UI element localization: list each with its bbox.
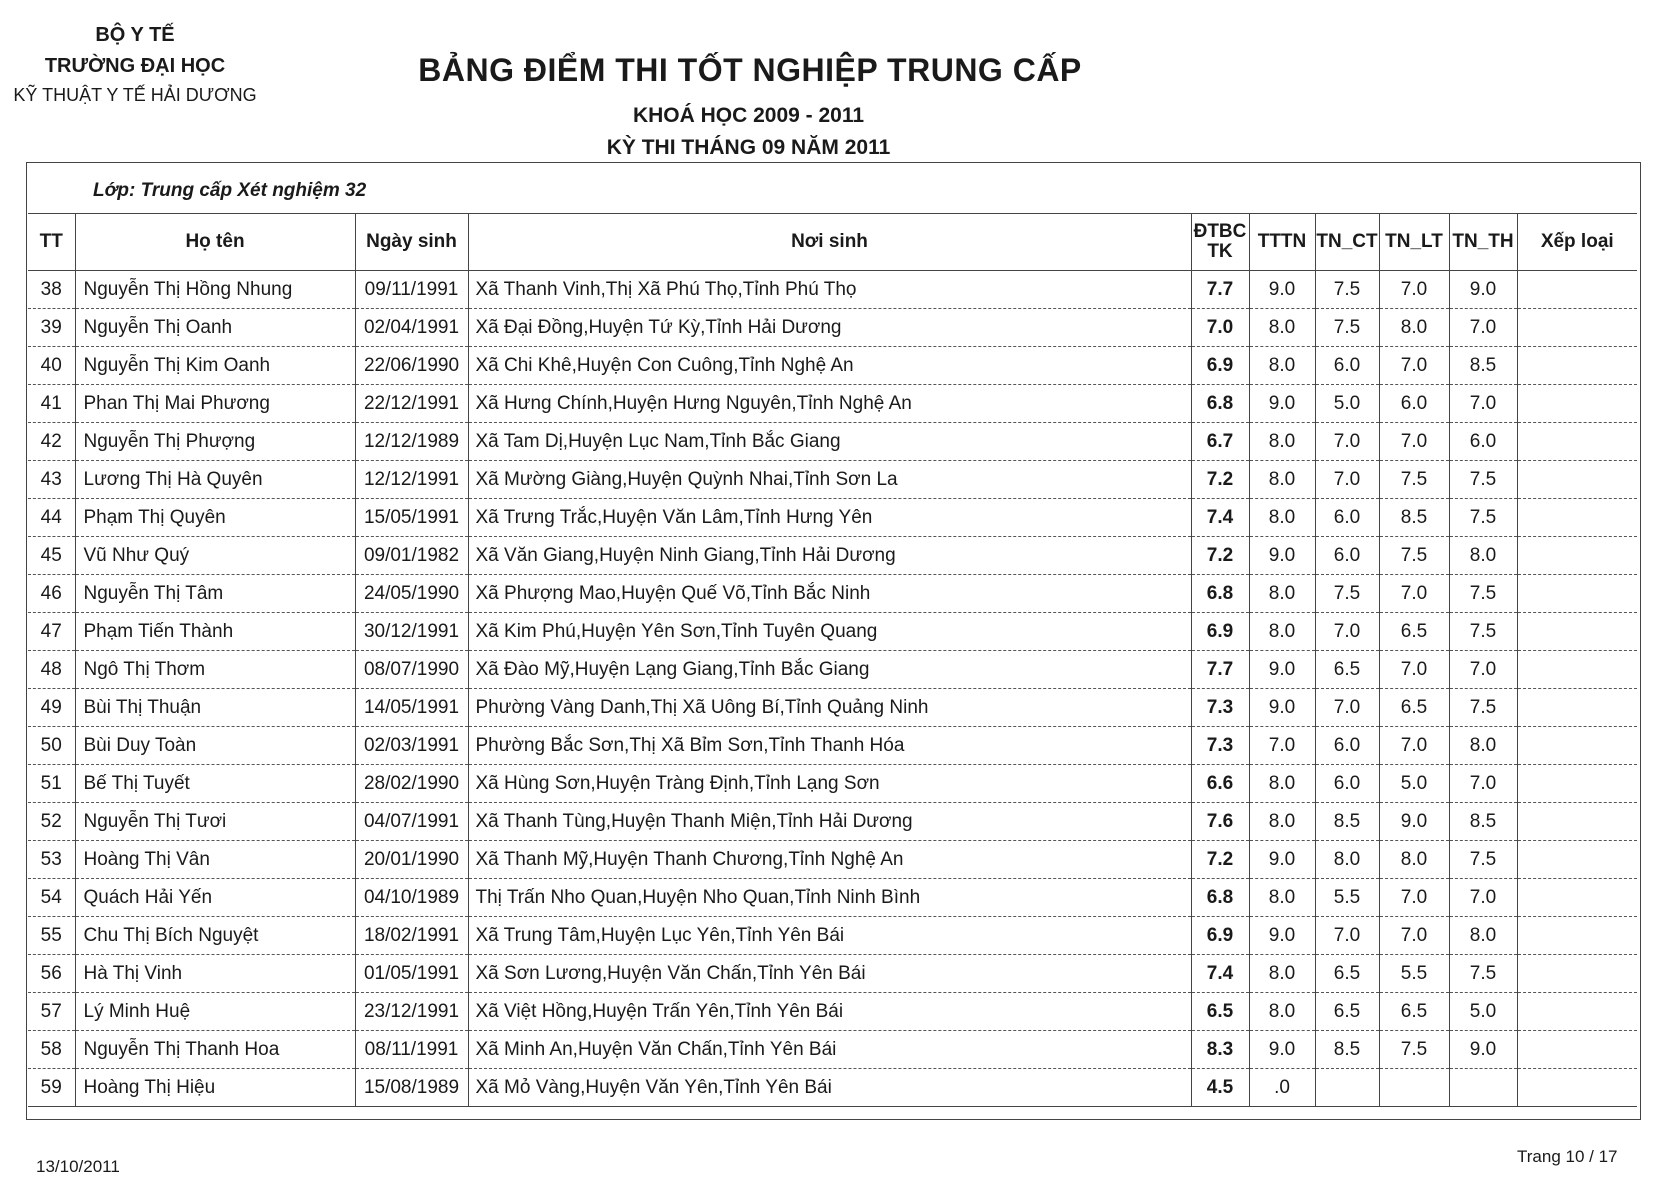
cell-tt: 38 xyxy=(28,271,75,309)
table-row xyxy=(28,461,1637,499)
cell-tt: 45 xyxy=(28,537,75,575)
cell-tt: 56 xyxy=(28,955,75,993)
cell-dtbc: 7.6 xyxy=(1191,803,1249,841)
cell-tn-lt: 6.5 xyxy=(1379,993,1449,1031)
cell-tttn: 9.0 xyxy=(1249,841,1315,879)
cell-tn-th: 8.0 xyxy=(1449,917,1517,955)
cell-tn-ct: 8.0 xyxy=(1315,841,1379,879)
cell-dob: 04/10/1989 xyxy=(355,879,468,917)
cell-tt: 51 xyxy=(28,765,75,803)
cell-tn-th: 7.0 xyxy=(1449,651,1517,689)
cell-rank xyxy=(1517,803,1637,841)
col-header-tn-th: TN_TH xyxy=(1449,214,1517,271)
cell-name: Nguyễn Thị Tâm xyxy=(75,575,355,613)
cell-tttn: 8.0 xyxy=(1249,347,1315,385)
cell-dtbc: 6.5 xyxy=(1191,993,1249,1031)
cell-tn-lt: 7.5 xyxy=(1379,1031,1449,1069)
cell-tttn: 9.0 xyxy=(1249,1031,1315,1069)
cell-dtbc: 6.8 xyxy=(1191,879,1249,917)
cell-rank xyxy=(1517,1069,1637,1107)
cell-tn-lt: 8.0 xyxy=(1379,841,1449,879)
cell-tn-th: 8.5 xyxy=(1449,803,1517,841)
col-header-dtbc-line2: TK xyxy=(1207,241,1233,262)
cell-tt: 49 xyxy=(28,689,75,727)
cell-tttn: 8.0 xyxy=(1249,803,1315,841)
cell-dob: 15/05/1991 xyxy=(355,499,468,537)
cell-tt: 44 xyxy=(28,499,75,537)
cell-tttn: 9.0 xyxy=(1249,271,1315,309)
cell-place: Phường Vàng Danh,Thị Xã Uông Bí,Tỉnh Quảng Ninh xyxy=(468,689,1191,727)
cell-place: Xã Hưng Chính,Huyện Hưng Nguyên,Tỉnh Nghệ An xyxy=(468,385,1191,423)
table-row xyxy=(28,727,1637,765)
cell-place: Xã Văn Giang,Huyện Ninh Giang,Tỉnh Hải Dương xyxy=(468,537,1191,575)
cell-rank xyxy=(1517,841,1637,879)
cell-tn-th: 7.0 xyxy=(1449,385,1517,423)
cell-place: Phường Bắc Sơn,Thị Xã Bỉm Sơn,Tỉnh Thanh Hóa xyxy=(468,727,1191,765)
cell-place: Xã Việt Hồng,Huyện Trấn Yên,Tỉnh Yên Bái xyxy=(468,993,1191,1031)
cell-name: Phạm Tiến Thành xyxy=(75,613,355,651)
cell-tn-ct: 7.0 xyxy=(1315,917,1379,955)
cell-tttn: 8.0 xyxy=(1249,613,1315,651)
exam-line: KỲ THI THÁNG 09 NĂM 2011 xyxy=(606,136,891,159)
cell-tn-ct: 6.5 xyxy=(1315,651,1379,689)
cell-rank xyxy=(1517,993,1637,1031)
cell-rank xyxy=(1517,423,1637,461)
cell-dob: 12/12/1989 xyxy=(355,423,468,461)
cell-place: Xã Chi Khê,Huyện Con Cuông,Tỉnh Nghệ An xyxy=(468,347,1191,385)
table-row xyxy=(28,423,1637,461)
cell-tt: 59 xyxy=(28,1069,75,1107)
col-header-name: Họ tên xyxy=(75,214,355,271)
cell-tn-lt: 6.5 xyxy=(1379,689,1449,727)
cell-tttn: 8.0 xyxy=(1249,955,1315,993)
table-row xyxy=(28,575,1637,613)
cell-tttn: 8.0 xyxy=(1249,423,1315,461)
document-title: BẢNG ĐIỂM THI TỐT NGHIỆP TRUNG CẤP xyxy=(418,52,1082,88)
cell-name: Nguyễn Thị Tươi xyxy=(75,803,355,841)
cell-dob: 12/12/1991 xyxy=(355,461,468,499)
cell-tt: 53 xyxy=(28,841,75,879)
cell-tn-lt: 5.5 xyxy=(1379,955,1449,993)
cell-tttn: 8.0 xyxy=(1249,575,1315,613)
cell-tn-th: 7.5 xyxy=(1449,499,1517,537)
cell-name: Nguyễn Thị Kim Oanh xyxy=(75,347,355,385)
cell-place: Xã Phượng Mao,Huyện Quế Võ,Tỉnh Bắc Ninh xyxy=(468,575,1191,613)
cell-dob: 24/05/1990 xyxy=(355,575,468,613)
cell-rank xyxy=(1517,309,1637,347)
cell-dtbc: 7.7 xyxy=(1191,271,1249,309)
cell-tn-th: 9.0 xyxy=(1449,271,1517,309)
cell-place: Xã Kim Phú,Huyện Yên Sơn,Tỉnh Tuyên Quang xyxy=(468,613,1191,651)
cell-tt: 42 xyxy=(28,423,75,461)
cell-dtbc: 6.6 xyxy=(1191,765,1249,803)
cell-dtbc: 4.5 xyxy=(1191,1069,1249,1107)
cell-tn-th: 7.0 xyxy=(1449,309,1517,347)
cell-dob: 20/01/1990 xyxy=(355,841,468,879)
col-header-rank: Xếp loại xyxy=(1517,214,1637,271)
cell-dob: 28/02/1990 xyxy=(355,765,468,803)
table-row xyxy=(28,271,1637,309)
table-row xyxy=(28,537,1637,575)
cell-tn-lt: 8.0 xyxy=(1379,309,1449,347)
cell-dtbc: 6.9 xyxy=(1191,347,1249,385)
col-header-dob: Ngày sinh xyxy=(355,214,468,271)
cell-dob: 02/04/1991 xyxy=(355,309,468,347)
cell-dob: 09/01/1982 xyxy=(355,537,468,575)
table-row xyxy=(28,879,1637,917)
cell-dob: 08/11/1991 xyxy=(355,1031,468,1069)
cell-dtbc: 7.4 xyxy=(1191,955,1249,993)
cell-dob: 22/12/1991 xyxy=(355,385,468,423)
col-header-dtbc-line1: ĐTBC xyxy=(1193,221,1247,242)
ministry-name: BỘ Y TẾ xyxy=(95,24,175,46)
cell-tn-ct: 8.5 xyxy=(1315,1031,1379,1069)
cell-tn-ct: 7.5 xyxy=(1315,309,1379,347)
col-header-dtbc xyxy=(1191,214,1249,271)
cell-name: Nguyễn Thị Phượng xyxy=(75,423,355,461)
cell-tt: 52 xyxy=(28,803,75,841)
cell-name: Phan Thị Mai Phương xyxy=(75,385,355,423)
cell-tn-th: 8.5 xyxy=(1449,347,1517,385)
cell-tn-lt: 7.0 xyxy=(1379,917,1449,955)
print-date: 13/10/2011 xyxy=(36,1157,120,1176)
cell-dob: 02/03/1991 xyxy=(355,727,468,765)
cell-rank xyxy=(1517,1031,1637,1069)
table-row xyxy=(28,309,1637,347)
class-label: Lớp: Trung cấp Xét nghiệm 32 xyxy=(93,180,367,201)
cell-tn-th: 6.0 xyxy=(1449,423,1517,461)
cell-rank xyxy=(1517,537,1637,575)
cell-tt: 41 xyxy=(28,385,75,423)
cell-tn-th: 9.0 xyxy=(1449,1031,1517,1069)
cell-place: Xã Sơn Lương,Huyện Văn Chấn,Tỉnh Yên Bái xyxy=(468,955,1191,993)
cell-tn-th: 7.0 xyxy=(1449,765,1517,803)
cell-tt: 54 xyxy=(28,879,75,917)
cell-rank xyxy=(1517,955,1637,993)
cell-dtbc: 7.2 xyxy=(1191,537,1249,575)
cell-tn-th: 7.0 xyxy=(1449,879,1517,917)
table-row xyxy=(28,993,1637,1031)
cell-place: Xã Mường Giàng,Huyện Quỳnh Nhai,Tỉnh Sơn La xyxy=(468,461,1191,499)
col-header-tn-ct: TN_CT xyxy=(1315,214,1379,271)
cell-rank xyxy=(1517,461,1637,499)
cell-name: Lý Minh Huệ xyxy=(75,993,355,1031)
cell-tn-th xyxy=(1449,1069,1517,1107)
cell-tttn: 9.0 xyxy=(1249,537,1315,575)
cell-name: Vũ Như Quý xyxy=(75,537,355,575)
cell-name: Hoàng Thị Vân xyxy=(75,841,355,879)
cell-place: Xã Minh An,Huyện Văn Chấn,Tỉnh Yên Bái xyxy=(468,1031,1191,1069)
cell-dtbc: 7.0 xyxy=(1191,309,1249,347)
cell-tttn: 8.0 xyxy=(1249,765,1315,803)
table-row xyxy=(28,955,1637,993)
cell-tn-ct xyxy=(1315,1069,1379,1107)
cell-tt: 50 xyxy=(28,727,75,765)
cell-tn-ct: 6.0 xyxy=(1315,537,1379,575)
cell-tn-lt: 5.0 xyxy=(1379,765,1449,803)
table-row xyxy=(28,1069,1637,1107)
table-row xyxy=(28,613,1637,651)
cell-dtbc: 6.9 xyxy=(1191,917,1249,955)
cell-name: Bùi Thị Thuận xyxy=(75,689,355,727)
cell-tn-ct: 6.0 xyxy=(1315,765,1379,803)
cell-tn-lt: 7.0 xyxy=(1379,727,1449,765)
cell-tn-lt: 6.0 xyxy=(1379,385,1449,423)
cell-tt: 58 xyxy=(28,1031,75,1069)
cell-place: Xã Đào Mỹ,Huyện Lạng Giang,Tỉnh Bắc Giang xyxy=(468,651,1191,689)
cell-tttn: 8.0 xyxy=(1249,499,1315,537)
cell-tttn: 9.0 xyxy=(1249,917,1315,955)
table-row xyxy=(28,689,1637,727)
cell-tttn: 9.0 xyxy=(1249,651,1315,689)
cell-name: Hoàng Thị Hiệu xyxy=(75,1069,355,1107)
cell-tt: 57 xyxy=(28,993,75,1031)
cell-tn-ct: 7.5 xyxy=(1315,575,1379,613)
university-name: TRƯỜNG ĐẠI HỌC xyxy=(44,55,226,77)
cell-tt: 46 xyxy=(28,575,75,613)
cell-tn-th: 7.5 xyxy=(1449,575,1517,613)
cell-tttn: 8.0 xyxy=(1249,309,1315,347)
table-row xyxy=(28,917,1637,955)
cell-tttn: 7.0 xyxy=(1249,727,1315,765)
cell-tn-ct: 5.0 xyxy=(1315,385,1379,423)
cell-name: Lương Thị Hà Quyên xyxy=(75,461,355,499)
col-header-place: Nơi sinh xyxy=(468,214,1191,271)
cell-place: Xã Trưng Trắc,Huyện Văn Lâm,Tỉnh Hưng Yên xyxy=(468,499,1191,537)
cell-tn-th: 8.0 xyxy=(1449,537,1517,575)
cell-dob: 30/12/1991 xyxy=(355,613,468,651)
cell-tn-lt xyxy=(1379,1069,1449,1107)
cell-name: Quách Hải Yến xyxy=(75,879,355,917)
cell-dtbc: 7.7 xyxy=(1191,651,1249,689)
cell-tn-lt: 7.0 xyxy=(1379,347,1449,385)
cell-name: Bùi Duy Toàn xyxy=(75,727,355,765)
table-row xyxy=(28,765,1637,803)
cell-rank xyxy=(1517,575,1637,613)
cell-tn-ct: 7.0 xyxy=(1315,423,1379,461)
cell-tttn: 8.0 xyxy=(1249,879,1315,917)
cell-dtbc: 7.3 xyxy=(1191,689,1249,727)
cell-tn-th: 7.5 xyxy=(1449,689,1517,727)
cell-name: Nguyễn Thị Oanh xyxy=(75,309,355,347)
cell-tn-lt: 9.0 xyxy=(1379,803,1449,841)
cell-tt: 47 xyxy=(28,613,75,651)
cell-dtbc: 7.4 xyxy=(1191,499,1249,537)
cell-rank xyxy=(1517,917,1637,955)
cell-name: Nguyễn Thị Hồng Nhung xyxy=(75,271,355,309)
cell-name: Phạm Thị Quyên xyxy=(75,499,355,537)
cell-rank xyxy=(1517,651,1637,689)
cell-tn-lt: 7.0 xyxy=(1379,423,1449,461)
header-row xyxy=(28,214,1637,271)
cell-dtbc: 7.3 xyxy=(1191,727,1249,765)
table-row xyxy=(28,803,1637,841)
cell-dob: 08/07/1990 xyxy=(355,651,468,689)
table-row xyxy=(28,651,1637,689)
cell-tn-ct: 6.5 xyxy=(1315,955,1379,993)
col-header-tttn: TTTN xyxy=(1249,214,1315,271)
cell-rank xyxy=(1517,613,1637,651)
cell-tt: 43 xyxy=(28,461,75,499)
cell-name: Ngô Thị Thơm xyxy=(75,651,355,689)
col-header-tt: TT xyxy=(28,214,75,271)
cell-tn-lt: 6.5 xyxy=(1379,613,1449,651)
grade-table-body xyxy=(28,271,1637,1107)
cell-tn-lt: 8.5 xyxy=(1379,499,1449,537)
cell-name: Chu Thị Bích Nguyệt xyxy=(75,917,355,955)
cell-tn-lt: 7.5 xyxy=(1379,461,1449,499)
cell-place: Xã Tam Dị,Huyện Lục Nam,Tỉnh Bắc Giang xyxy=(468,423,1191,461)
cell-dtbc: 8.3 xyxy=(1191,1031,1249,1069)
cell-rank xyxy=(1517,879,1637,917)
cell-rank xyxy=(1517,385,1637,423)
cell-tttn: 8.0 xyxy=(1249,993,1315,1031)
cell-tn-th: 7.5 xyxy=(1449,955,1517,993)
cell-name: Bế Thị Tuyết xyxy=(75,765,355,803)
cell-tn-ct: 6.0 xyxy=(1315,499,1379,537)
cell-dob: 15/08/1989 xyxy=(355,1069,468,1107)
cell-dob: 23/12/1991 xyxy=(355,993,468,1031)
cell-place: Xã Trung Tâm,Huyện Lục Yên,Tỉnh Yên Bái xyxy=(468,917,1191,955)
cell-place: Xã Mỏ Vàng,Huyện Văn Yên,Tỉnh Yên Bái xyxy=(468,1069,1191,1107)
cell-dob: 09/11/1991 xyxy=(355,271,468,309)
cell-rank xyxy=(1517,727,1637,765)
cell-dtbc: 7.2 xyxy=(1191,461,1249,499)
cell-name: Nguyễn Thị Thanh Hoa xyxy=(75,1031,355,1069)
cell-dtbc: 6.8 xyxy=(1191,385,1249,423)
cell-rank xyxy=(1517,499,1637,537)
cell-place: Thị Trấn Nho Quan,Huyện Nho Quan,Tỉnh Ninh Bình xyxy=(468,879,1191,917)
table-row xyxy=(28,1031,1637,1069)
cell-tn-th: 7.5 xyxy=(1449,461,1517,499)
university-subname: KỸ THUẬT Y TẾ HẢI DƯƠNG xyxy=(13,85,257,105)
cell-tt: 40 xyxy=(28,347,75,385)
cell-dtbc: 6.9 xyxy=(1191,613,1249,651)
cell-place: Xã Thanh Vinh,Thị Xã Phú Thọ,Tỉnh Phú Thọ xyxy=(468,271,1191,309)
cell-place: Xã Thanh Tùng,Huyện Thanh Miện,Tỉnh Hải Dương xyxy=(468,803,1191,841)
cell-tn-lt: 7.0 xyxy=(1379,271,1449,309)
cell-rank xyxy=(1517,765,1637,803)
cell-dtbc: 6.8 xyxy=(1191,575,1249,613)
cell-tt: 55 xyxy=(28,917,75,955)
cell-tn-lt: 7.0 xyxy=(1379,879,1449,917)
cell-tn-lt: 7.0 xyxy=(1379,651,1449,689)
cell-tn-ct: 7.0 xyxy=(1315,613,1379,651)
table-row xyxy=(28,347,1637,385)
cell-tttn: 8.0 xyxy=(1249,461,1315,499)
cell-name: Hà Thị Vinh xyxy=(75,955,355,993)
table-row xyxy=(28,499,1637,537)
cell-tn-th: 5.0 xyxy=(1449,993,1517,1031)
cell-tt: 39 xyxy=(28,309,75,347)
cell-place: Xã Thanh Mỹ,Huyện Thanh Chương,Tỉnh Nghệ An xyxy=(468,841,1191,879)
grade-table xyxy=(28,213,1637,1107)
cell-rank xyxy=(1517,689,1637,727)
cell-tn-ct: 7.5 xyxy=(1315,271,1379,309)
cell-tn-th: 7.5 xyxy=(1449,613,1517,651)
cell-tttn: 9.0 xyxy=(1249,385,1315,423)
table-row xyxy=(28,385,1637,423)
cell-tn-ct: 6.0 xyxy=(1315,347,1379,385)
cell-tn-lt: 7.5 xyxy=(1379,537,1449,575)
cell-tn-ct: 7.0 xyxy=(1315,461,1379,499)
cell-tn-ct: 6.0 xyxy=(1315,727,1379,765)
cell-dob: 01/05/1991 xyxy=(355,955,468,993)
cell-place: Xã Đại Đồng,Huyện Tứ Kỳ,Tỉnh Hải Dương xyxy=(468,309,1191,347)
table-row xyxy=(28,841,1637,879)
cell-tn-ct: 6.5 xyxy=(1315,993,1379,1031)
cell-tn-lt: 7.0 xyxy=(1379,575,1449,613)
cell-dtbc: 7.2 xyxy=(1191,841,1249,879)
cell-tn-th: 8.0 xyxy=(1449,727,1517,765)
cell-tttn: .0 xyxy=(1249,1069,1315,1107)
cell-dtbc: 6.7 xyxy=(1191,423,1249,461)
cell-dob: 14/05/1991 xyxy=(355,689,468,727)
page-number: Trang 10 / 17 xyxy=(1517,1147,1618,1166)
cell-tn-th: 7.5 xyxy=(1449,841,1517,879)
cell-dob: 04/07/1991 xyxy=(355,803,468,841)
cell-place: Xã Hùng Sơn,Huyện Tràng Định,Tỉnh Lạng Sơn xyxy=(468,765,1191,803)
cell-tn-ct: 7.0 xyxy=(1315,689,1379,727)
cell-dob: 22/06/1990 xyxy=(355,347,468,385)
cell-tn-ct: 8.5 xyxy=(1315,803,1379,841)
cell-tt: 48 xyxy=(28,651,75,689)
cell-rank xyxy=(1517,347,1637,385)
col-header-tn-lt: TN_LT xyxy=(1379,214,1449,271)
course-line: KHOÁ HỌC 2009 - 2011 xyxy=(632,104,865,127)
cell-tn-ct: 5.5 xyxy=(1315,879,1379,917)
cell-dob: 18/02/1991 xyxy=(355,917,468,955)
cell-rank xyxy=(1517,271,1637,309)
cell-tttn: 9.0 xyxy=(1249,689,1315,727)
